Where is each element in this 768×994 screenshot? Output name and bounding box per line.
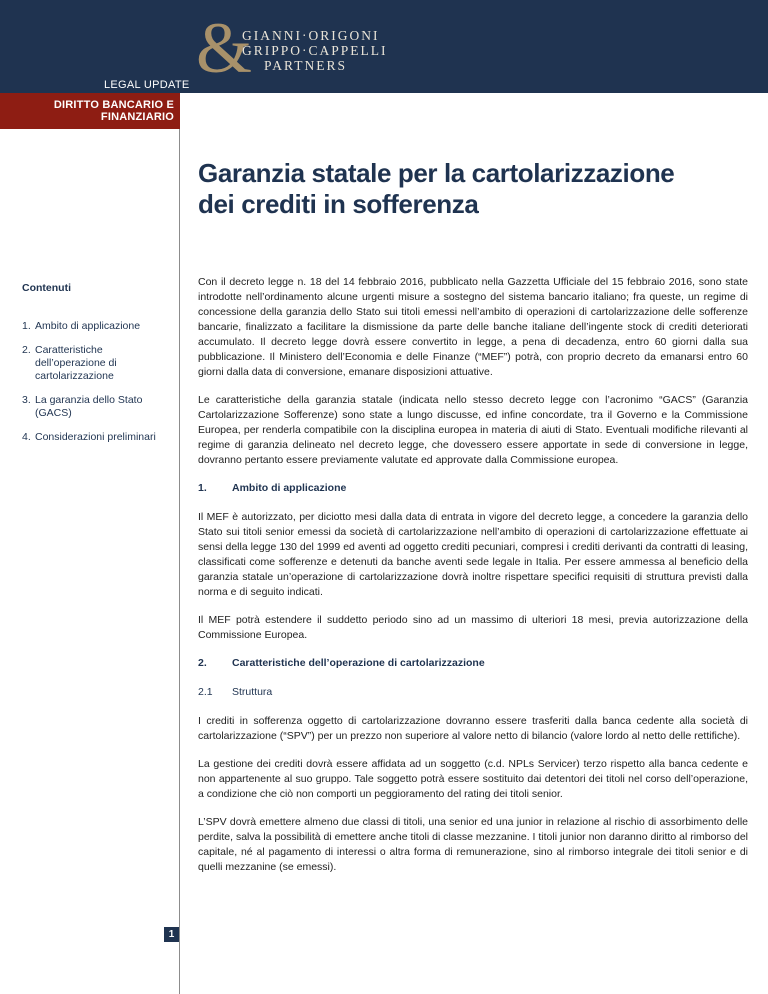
toc-item[interactable] [22, 320, 172, 333]
toc-item-number: 1. [22, 320, 31, 332]
logo-line-1: GIANNI·ORIGONI [242, 28, 380, 43]
section-2-1-paragraph-3: L’SPV dovrà emettere almeno due classi di titoli, una senior ed una junior in relazione al rischio di assorbimento delle perdite, salva la possibilità di emettere anche titoli di classe mezzanine. I titoli junior non daranno diritto al rimborso del capitale, né al pagamento di interessi o altra forma di remunerazione, sino al rimborso integrale dei titoli senior e di quelli mezzanine (se emessi). [198, 816, 748, 873]
toc-item[interactable] [22, 431, 172, 444]
subsection-heading-2-1 [198, 685, 748, 700]
legal-update-label: LEGAL UPDATE [104, 79, 190, 91]
section-2-1-paragraph-2: La gestione dei crediti dovrà essere affidata ad un soggetto (c.d. NPLs Servicer) terzo rispetto alla banca cedente e non appartenente al suo gruppo. Tale soggetto potrà essere sostituito dai detentori dei titoli nel corso dell’operazione, a condizione che ciò non comporti un peggioramento del rating dei titoli senior. [198, 758, 748, 800]
logo-line-3: PARTNERS [264, 58, 347, 73]
intro-paragraph-1: Con il decreto legge n. 18 del 14 febbraio 2016, pubblicato nella Gazzetta Ufficiale del 15 febbraio 2016, sono state introdotte nell’ordinamento alcune urgenti misure a sostegno del sistema bancario italiano; fra queste, un regime di concessione della garanzia dello Stato sui titoli emessi nell’ambito di operazioni di cartolarizzazione delle sofferenze bancarie, finalizzato a facilitare la dismissione da parte delle banche italiane dell’ingente stock di crediti deteriorati accumulato. Il decreto legge dovrà essere convertito in legge, a pena di decadenza, entro 60 giorni dalla sua pubblicazione. Il Ministero dell’Economia e delle Finanze (“MEF”) potrà, con proprio decreto da emanarsi entro 60 giorni dalla data di conversione, emanare disposizioni attuative. [198, 276, 748, 378]
table-of-contents [22, 282, 172, 455]
subsection-title: Struttura [232, 686, 273, 698]
toc-item-label: La garanzia dello Stato (GACS) [35, 394, 143, 419]
firm-logo [196, 8, 388, 88]
category-bar [0, 93, 180, 129]
section-1-paragraph-1: Il MEF è autorizzato, per diciotto mesi dalla data di entrata in vigore del decreto legge, a concedere la garanzia dello Stato sui titoli senior emessi da società di cartolarizzazione nell’ambito di operazioni di cartolarizzazione effettuate ai sensi della legge 130 del 1999 ed aventi ad oggetto crediti pecuniari, compresi i crediti derivanti da contratti di leasing, classificati come sofferenze e detenuti da banche aventi sede legale in Italia. Per essere ammessa al beneficio della garanzia statale un’operazione di cartolarizzazione dovrà inoltre rispettare specifici requisiti di struttura previsti dalla norma e di seguito indicati. [198, 511, 748, 598]
toc-item-number: 3. [22, 394, 31, 406]
toc-item-label: Caratteristiche dell’operazione di cartolarizzazione [35, 344, 117, 382]
section-title: Ambito di applicazione [232, 482, 347, 494]
article-body [198, 275, 748, 888]
toc-item[interactable] [22, 344, 172, 383]
toc-item-number: 4. [22, 431, 31, 443]
title-line-2: dei crediti in sofferenza [198, 189, 479, 219]
section-2-1-paragraph-1: I crediti in sofferenza oggetto di cartolarizzazione dovranno essere trasferiti dalla banca cedente alla società di cartolarizzazione (“SPV”) per un prezzo non superiore al valore netto di bilancio (valore lordo al netto delle rettifiche). [198, 715, 748, 742]
toc-heading: Contenuti [22, 282, 71, 294]
toc-item-label: Considerazioni preliminari [35, 431, 156, 443]
logo-line-2: GRIPPO·CAPPELLI [242, 43, 388, 58]
category-label [4, 99, 174, 123]
section-number: 2. [198, 657, 207, 669]
section-title: Caratteristiche dell’operazione di cartolarizzazione [232, 657, 485, 669]
category-line-1: DIRITTO BANCARIO E [53, 99, 174, 111]
section-heading-1 [198, 481, 748, 496]
ampersand-logo-icon: & [196, 8, 253, 88]
toc-item-label: Ambito di applicazione [35, 320, 141, 332]
title-line-1: Garanzia statale per la cartolarizzazione [198, 158, 675, 188]
subsection-number: 2.1 [198, 686, 213, 698]
toc-item-number: 2. [22, 344, 31, 356]
section-number: 1. [198, 482, 207, 494]
toc-item[interactable] [22, 394, 172, 420]
column-divider [179, 129, 180, 994]
category-line-2: FINANZIARIO [100, 111, 174, 123]
section-heading-2 [198, 656, 748, 671]
page-number: 1 [164, 927, 179, 942]
intro-paragraph-2: Le caratteristiche della garanzia statale (indicata nello stesso decreto legge con l’acronimo “GACS” (Garanzia Cartolarizzazione Sofferenze) sono state a lungo discusse, ed infine concordate, tra il Governo e la Commissione Europea, per renderla compatibile con la disciplina europea in materia di aiuti di Stato. Eventuali modifiche rilevanti al regime di garanzia delineato nel decreto legge, che dovessero essere apportate in sede di conversione in legge, dovranno pertanto essere previamente valutate ed approvate dalla Commissione europea. [198, 394, 748, 466]
page-title [198, 158, 758, 220]
section-1-paragraph-2: Il MEF potrà estendere il suddetto periodo sino ad un massimo di ulteriori 18 mesi, previa autorizzazione della Commissione Europea. [198, 614, 748, 641]
header-banner [0, 0, 768, 93]
